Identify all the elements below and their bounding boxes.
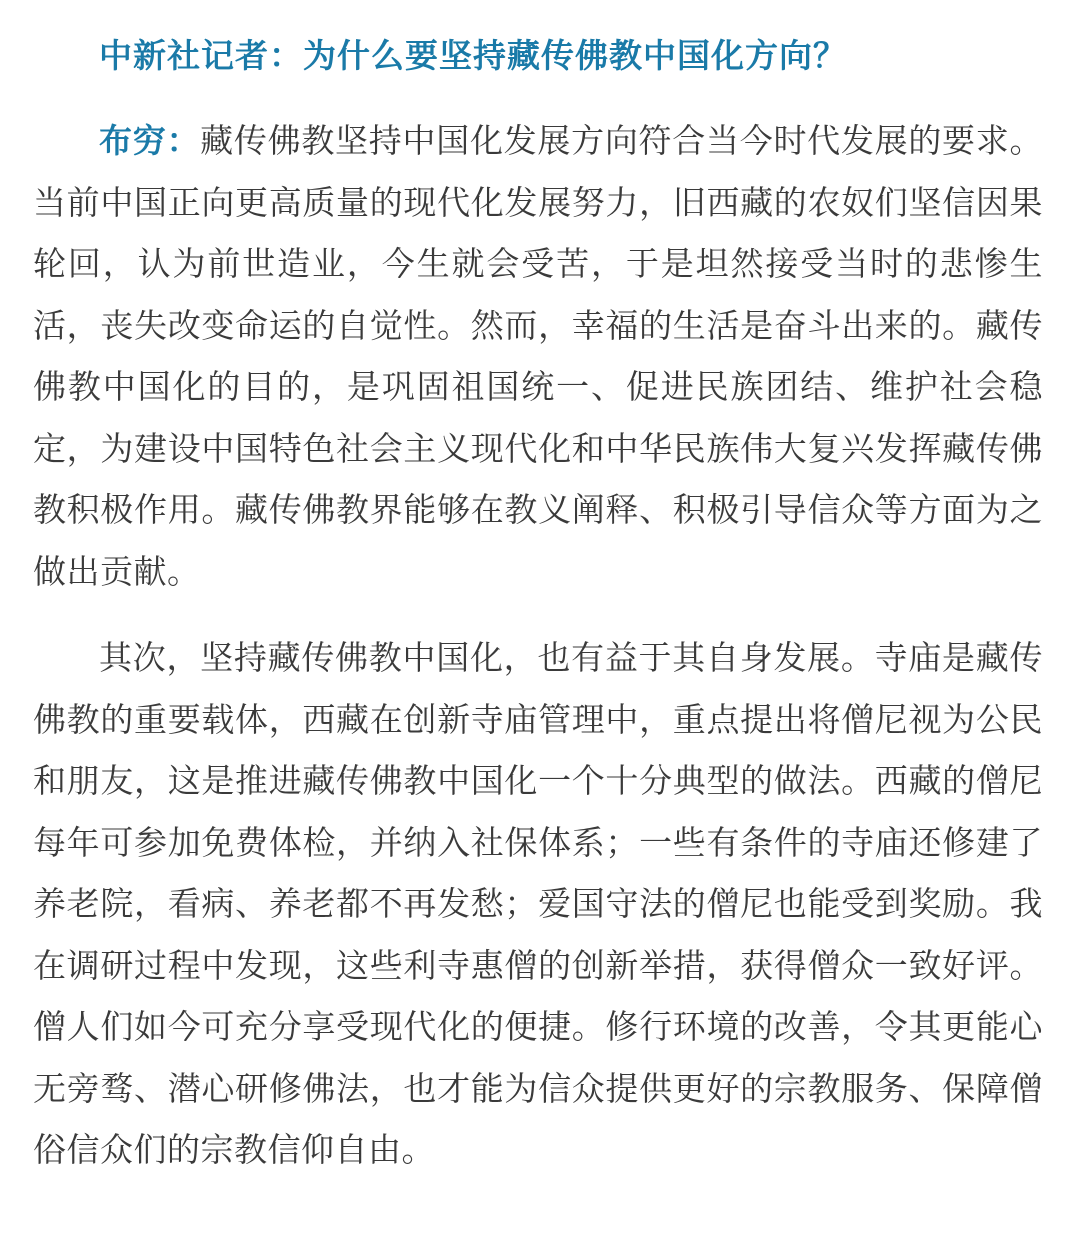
second-paragraph: 其次，坚持藏传佛教中国化，也有益于其自身发展。寺庙是藏传佛教的重要载体，西藏在创新寺庙管理中，重点提出将僧尼视为公民和朋友，这是推进藏传佛教中国化一个十分典型的做法。西藏的僧尼每年可参加免费体检，并纳入社保体系；一些有条件的寺庙还修建了养老院，看病、养老都不再发愁；爱国守法的僧尼也能受到奖励。我在调研过程中发现，这些利寺惠僧的创新举措，获得僧众一致好评。僧人们如今可充分享受现代化的便捷。修行环境的改善，令其更能心无旁骛、潜心研修佛法，也才能为信众提供更好的宗教服务、保障僧俗信众们的宗教信仰自由。	[33, 638, 1043, 1169]
speaker-label: 布穷：	[99, 121, 201, 160]
answer-text: 藏传佛教坚持中国化发展方向符合当今时代发展的要求。当前中国正向更高质量的现代化发展努力，旧西藏的农奴们坚信因果轮回，认为前世造业，今生就会受苦，于是坦然接受当时的悲惨生活，丧失改变命运的自觉性。然而，幸福的生活是奋斗出来的。藏传佛教中国化的目的，是巩固祖国统一、促进民族团结、维护社会稳定，为建设中国特色社会主义现代化和中华民族伟大复兴发挥藏传佛教积极作用。藏传佛教界能够在教义阐释、积极引导信众等方面为之做出贡献。	[33, 121, 1044, 591]
interview-question: 中新社记者：为什么要坚持藏传佛教中国化方向？	[99, 36, 847, 75]
answer-paragraph	[33, 110, 1043, 602]
article	[33, 0, 1043, 1181]
